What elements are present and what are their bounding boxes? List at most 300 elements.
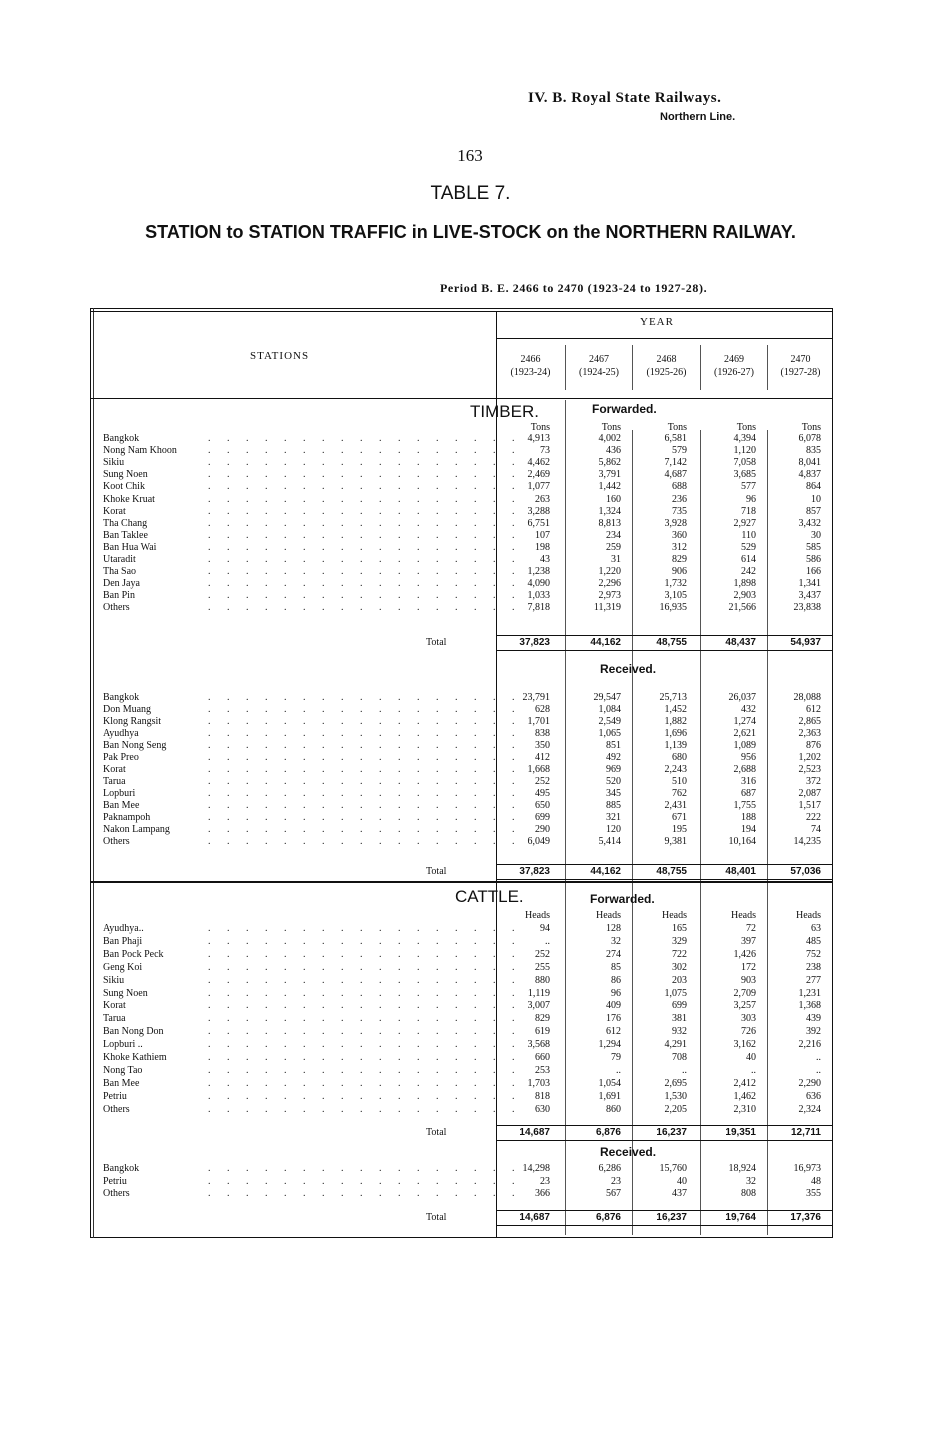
station-name: Korat	[103, 1000, 126, 1012]
cell-value: 680	[672, 752, 687, 763]
total-rule	[496, 1140, 833, 1141]
cell-value: 165	[672, 923, 687, 934]
cell-value: 6,876	[595, 1212, 621, 1223]
table-row	[103, 494, 831, 506]
cell-value: 48,755	[656, 637, 687, 648]
cell-value: 21,566	[728, 602, 756, 614]
cell-value: 762	[672, 788, 687, 799]
cell-value: 2,523	[798, 764, 821, 775]
leader-dots: . . . . . . . . . . . . . . . . .	[208, 812, 522, 823]
cell-value: 2,549	[598, 716, 621, 727]
cell-value: 40	[677, 1175, 687, 1187]
cell-value: 688	[672, 481, 687, 493]
cattle-received-heading: Received.	[600, 1145, 657, 1159]
leader-dots: . . . . . . . . . . . . . . . . .	[208, 1026, 522, 1038]
cell-value: 6,751	[527, 517, 550, 529]
total-label: Total	[426, 1127, 447, 1138]
cell-value: 3,685	[733, 469, 756, 481]
leader-dots: . . . . . . . . . . . . . . . . .	[208, 1175, 522, 1187]
cell-value: 612	[606, 1026, 621, 1038]
cell-value: 43	[540, 554, 550, 565]
cell-value: 4,462	[527, 457, 550, 469]
cell-value: 829	[672, 554, 687, 565]
cell-value: 1,452	[664, 704, 687, 715]
cell-value: 2,431	[664, 800, 687, 811]
total-rule	[496, 864, 833, 865]
cell-value: 85	[611, 961, 621, 973]
leader-dots: . . . . . . . . . . . . . . . . .	[208, 974, 522, 986]
leader-dots: . . . . . . . . . . . . . . . . .	[208, 1013, 522, 1025]
cell-value: 439	[806, 1013, 821, 1025]
cell-value: 253	[535, 1064, 550, 1076]
station-name: Petriu	[103, 1175, 127, 1187]
table-row	[103, 445, 831, 457]
station-name: Den Jaya	[103, 578, 140, 590]
station-name: Nakon Lampang	[103, 824, 170, 835]
cell-value: ..	[682, 1064, 687, 1076]
cell-value: 4,837	[798, 469, 821, 481]
cell-value: 851	[606, 740, 621, 751]
cell-value: 636	[806, 1090, 821, 1102]
period-caption: Period B. E. 2466 to 2470 (1923-24 to 1927-28).	[440, 281, 708, 295]
cell-value: 4,090	[527, 578, 550, 590]
leader-dots: . . . . . . . . . . . . . . . . .	[208, 923, 522, 934]
cell-value: 880	[535, 974, 550, 986]
table-row	[103, 962, 831, 974]
cell-value: 1,054	[598, 1077, 621, 1089]
total-rule	[496, 650, 833, 651]
cell-value: 585	[806, 541, 821, 553]
table-row	[103, 1013, 831, 1025]
frame-top-inner-rule	[90, 311, 833, 312]
leader-dots: . . . . . . . . . . . . . . . . .	[208, 590, 522, 602]
cell-value: 360	[672, 529, 687, 541]
leader-dots: . . . . . . . . . . . . . . . . .	[208, 493, 522, 505]
cell-value: 16,935	[659, 602, 687, 614]
year-header	[701, 353, 767, 379]
timber-forwarded-heading: Forwarded.	[592, 402, 657, 416]
cell-value: 2,709	[733, 987, 756, 999]
cell-value: 1,703	[527, 1077, 550, 1089]
frame-inner-border	[93, 308, 94, 1238]
cell-value: 222	[806, 812, 821, 823]
cell-value: 54,937	[790, 637, 821, 648]
cell-value: 4,002	[598, 433, 621, 444]
cell-value: 1,462	[733, 1090, 756, 1102]
table-row	[103, 590, 831, 602]
cell-value: 252	[535, 948, 550, 960]
cell-value: 876	[806, 740, 821, 751]
cell-value: ..	[751, 1064, 756, 1076]
cell-value: 3,432	[798, 517, 821, 529]
cell-value: 23,791	[522, 692, 550, 703]
year-be: 2469	[724, 354, 744, 365]
cell-value: 316	[741, 776, 756, 787]
cell-value: 8,813	[598, 517, 621, 529]
table-row	[103, 1104, 831, 1116]
table-row	[103, 716, 831, 728]
station-name: Bangkok	[103, 1163, 140, 1174]
timber-heading: TIMBER.	[470, 402, 539, 421]
cell-value: 350	[535, 740, 550, 751]
cell-value: 19,764	[725, 1212, 756, 1223]
cell-value: 7,058	[733, 457, 756, 469]
station-name: Petriu	[103, 1090, 127, 1102]
cell-value: 2,243	[664, 764, 687, 775]
cell-value: 166	[806, 566, 821, 578]
cell-value: 708	[672, 1052, 687, 1063]
cell-value: 671	[672, 812, 687, 823]
cell-value: 1,691	[598, 1090, 621, 1102]
table-row	[103, 469, 831, 481]
leader-dots: . . . . . . . . . . . . . . . . .	[208, 1188, 522, 1199]
cell-value: 2,621	[733, 728, 756, 739]
station-name: Ban Hua Wai	[103, 541, 157, 553]
cell-value: 255	[535, 961, 550, 973]
cell-value: 436	[606, 445, 621, 457]
cell-value: 73	[540, 445, 550, 457]
cell-value: 808	[741, 1188, 756, 1199]
cell-value: 4,394	[733, 433, 756, 444]
cell-value: 72	[746, 923, 756, 934]
cell-value: 614	[741, 554, 756, 565]
year-be: 2467	[589, 354, 609, 365]
cell-value: 16,237	[656, 1212, 687, 1223]
station-name: Koot Chik	[103, 481, 145, 493]
cell-value: 1,368	[798, 1000, 821, 1012]
leader-dots: . . . . . . . . . . . . . . . . .	[208, 445, 522, 457]
cell-value: 2,205	[664, 1103, 687, 1115]
cell-value: ..	[545, 935, 550, 947]
total-row	[103, 1127, 831, 1139]
cell-value: 650	[535, 800, 550, 811]
cell-value: 3,288	[527, 505, 550, 517]
leader-dots: . . . . . . . . . . . . . . . . .	[208, 948, 522, 960]
table-row	[103, 1091, 831, 1103]
cell-value: 860	[606, 1103, 621, 1115]
leader-dots: . . . . . . . . . . . . . . . . .	[208, 788, 522, 799]
cell-value: 1,755	[733, 800, 756, 811]
cell-value: 2,363	[798, 728, 821, 739]
cell-value: 432	[741, 704, 756, 715]
cell-value: 699	[535, 812, 550, 823]
cell-value: 1,084	[598, 704, 621, 715]
leader-dots: . . . . . . . . . . . . . . . . .	[208, 1000, 522, 1012]
cell-value: 1,139	[664, 740, 687, 751]
cell-value: 57,036	[790, 866, 821, 877]
cell-value: 18,924	[728, 1163, 756, 1174]
table-title: STATION to STATION TRAFFIC in LIVE-STOCK on the NORTHERN RAILWAY.	[145, 222, 796, 242]
total-rule	[496, 1225, 833, 1226]
station-name: Others	[103, 836, 130, 847]
table-row	[103, 542, 831, 554]
table-row	[103, 988, 831, 1000]
leader-dots: . . . . . . . . . . . . . . . . .	[208, 1077, 522, 1089]
station-name: Ban Pock Peck	[103, 948, 164, 960]
table-row	[103, 1000, 831, 1012]
year-ad: (1925-26)	[646, 367, 687, 378]
year-ad: (1923-24)	[510, 367, 551, 378]
table-row	[103, 704, 831, 716]
station-name: Sung Noen	[103, 469, 148, 481]
station-name: Don Muang	[103, 704, 152, 715]
leader-dots: . . . . . . . . . . . . . . . . .	[208, 776, 522, 787]
cattle-heading: CATTLE.	[455, 887, 524, 906]
cell-value: 16,973	[793, 1163, 821, 1174]
cell-value: 818	[535, 1090, 550, 1102]
cell-value: 345	[606, 788, 621, 799]
table-row	[103, 975, 831, 987]
table-row	[103, 776, 831, 788]
cell-value: 37,823	[519, 637, 550, 648]
station-name: Ayudhya	[103, 728, 139, 739]
station-name: Utaradit	[103, 554, 136, 565]
cell-value: 722	[672, 948, 687, 960]
cell-value: 1,426	[733, 948, 756, 960]
cell-value: 1,075	[664, 987, 687, 999]
leader-dots: . . . . . . . . . . . . . . . . .	[208, 578, 522, 590]
cell-value: 40	[746, 1052, 756, 1063]
table-row	[103, 433, 831, 445]
table-row	[103, 1163, 831, 1175]
station-name: Others	[103, 1188, 130, 1199]
cell-value: 1,701	[527, 716, 550, 727]
cell-value: 1,530	[664, 1090, 687, 1102]
station-name: Ban Taklee	[103, 529, 148, 541]
table-label: TABLE 7.	[430, 183, 511, 204]
cell-value: 2,695	[664, 1077, 687, 1089]
station-name: Tarua	[103, 1013, 126, 1025]
cell-value: 234	[606, 529, 621, 541]
leader-dots: . . . . . . . . . . . . . . . . .	[208, 961, 522, 973]
station-name: Korat	[103, 505, 126, 517]
cell-value: 48,755	[656, 866, 687, 877]
cell-value: 1,442	[598, 481, 621, 493]
header-bottom-rule	[90, 398, 833, 399]
station-name: Tha Sao	[103, 566, 137, 578]
cell-value: Tons	[601, 422, 621, 433]
cell-value: 321	[606, 812, 621, 823]
leader-dots: . . . . . . . . . . . . . . . . .	[208, 987, 522, 999]
station-name: Klong Rangsit	[103, 716, 162, 727]
cell-value: 510	[672, 776, 687, 787]
cell-value: 15,760	[659, 1163, 687, 1174]
cell-value: 577	[741, 481, 756, 493]
total-rule	[496, 1210, 833, 1211]
cell-value: 194	[741, 824, 756, 835]
year-header	[768, 353, 833, 379]
cell-value: 903	[741, 974, 756, 986]
leader-dots: . . . . . . . . . . . . . . . . .	[208, 704, 522, 715]
cell-value: 188	[741, 812, 756, 823]
leader-dots: . . . . . . . . . . . . . . . . .	[208, 1064, 522, 1076]
table-row	[103, 1188, 831, 1200]
cell-value: 1,517	[798, 800, 821, 811]
cell-value: 14,687	[519, 1212, 550, 1223]
cell-value: 366	[535, 1188, 550, 1199]
cell-value: Heads	[796, 910, 821, 921]
cell-value: ..	[616, 1064, 621, 1076]
cell-value: Heads	[662, 910, 687, 921]
cell-value: 48,437	[725, 637, 756, 648]
cell-value: 172	[741, 961, 756, 973]
cell-value: 885	[606, 800, 621, 811]
table-row	[103, 764, 831, 776]
cell-value: 1,324	[598, 505, 621, 517]
table-row	[103, 1078, 831, 1090]
leader-dots: . . . . . . . . . . . . . . . . .	[208, 935, 522, 947]
cell-value: 355	[806, 1188, 821, 1199]
cell-value: 203	[672, 974, 687, 986]
cell-value: 176	[606, 1013, 621, 1025]
year-be: 2470	[790, 354, 811, 365]
cell-value: 1,732	[664, 578, 687, 590]
cell-value: 74	[811, 824, 821, 835]
cell-value: 31	[611, 554, 621, 565]
cell-value: 236	[672, 493, 687, 505]
cell-value: Tons	[736, 422, 756, 433]
cell-value: 838	[535, 728, 550, 739]
table-row	[103, 788, 831, 800]
total-rule	[496, 1125, 833, 1126]
cell-value: 48,401	[725, 866, 756, 877]
station-name: Geng Koi	[103, 961, 143, 973]
leader-dots: . . . . . . . . . . . . . . . . .	[208, 602, 522, 614]
cell-value: 30	[811, 529, 821, 541]
cell-value: 6,876	[595, 1127, 621, 1138]
cell-value: 9,381	[664, 836, 687, 847]
cell-value: 3,007	[527, 1000, 550, 1012]
station-name: Nong Nam Khoon	[103, 445, 177, 457]
cell-value: Tons	[667, 422, 687, 433]
table-row	[103, 1065, 831, 1077]
cell-value: 1,341	[798, 578, 821, 590]
table-row	[103, 602, 831, 614]
leader-dots: . . . . . . . . . . . . . . . . .	[208, 716, 522, 727]
table-row	[103, 518, 831, 530]
table-row	[103, 566, 831, 578]
year-header-rule	[496, 338, 833, 339]
leader-dots: . . . . . . . . . . . . . . . . .	[208, 836, 522, 847]
station-name: Paknampoh	[103, 812, 151, 823]
station-name: Pak Preo	[103, 752, 139, 763]
cell-value: 2,310	[733, 1103, 756, 1115]
cell-value: 4,913	[527, 433, 550, 444]
cell-value: 579	[672, 445, 687, 457]
leader-dots: . . . . . . . . . . . . . . . . .	[208, 1052, 522, 1063]
cell-value: 409	[606, 1000, 621, 1012]
cell-value: 3,437	[798, 590, 821, 602]
cell-value: 44,162	[590, 866, 621, 877]
cell-value: 699	[672, 1000, 687, 1012]
station-name: Sikiu	[103, 974, 125, 986]
cell-value: 329	[672, 935, 687, 947]
stations-label: STATIONS	[250, 350, 310, 362]
cell-value: 1,898	[733, 578, 756, 590]
leader-dots: . . . . . . . . . . . . . . . . .	[208, 728, 522, 739]
cell-value: 1,119	[527, 987, 550, 999]
cell-value: 2,324	[798, 1103, 821, 1115]
cell-value: 3,257	[733, 1000, 756, 1012]
leader-dots: . . . . . . . . . . . . . . . . .	[208, 481, 522, 493]
cell-value: 735	[672, 505, 687, 517]
leader-dots: . . . . . . . . . . . . . . . . .	[208, 457, 522, 469]
cell-value: 1,668	[527, 764, 550, 775]
station-name: Korat	[103, 764, 126, 775]
cell-value: 5,862	[598, 457, 621, 469]
cell-value: 8,041	[798, 457, 821, 469]
cell-value: 864	[806, 481, 821, 493]
station-name: Khoke Kruat	[103, 493, 155, 505]
leader-dots: . . . . . . . . . . . . . . . . .	[208, 800, 522, 811]
year-ad: (1926-27)	[714, 367, 754, 378]
cell-value: 160	[606, 493, 621, 505]
cell-value: 17,376	[790, 1212, 821, 1223]
cell-value: 529	[741, 541, 756, 553]
cell-value: 44,162	[590, 637, 621, 648]
cell-value: 2,688	[733, 764, 756, 775]
cell-value: 397	[741, 935, 756, 947]
cell-value: 2,927	[733, 517, 756, 529]
cell-value: 79	[611, 1052, 621, 1063]
cell-value: 628	[535, 704, 550, 715]
table-row	[103, 936, 831, 948]
table-row	[103, 1026, 831, 1038]
cell-value: 4,291	[664, 1039, 687, 1051]
leader-dots: . . . . . . . . . . . . . . . . .	[208, 554, 522, 565]
cell-value: Tons	[530, 422, 550, 433]
cell-value: 495	[535, 788, 550, 799]
units-row	[103, 910, 831, 922]
cattle-forwarded-heading: Forwarded.	[590, 892, 655, 906]
cell-value: 3,568	[527, 1039, 550, 1051]
station-name: Ban Pin	[103, 590, 135, 602]
year-header	[566, 353, 632, 379]
cell-value: 2,903	[733, 590, 756, 602]
total-label: Total	[426, 1212, 447, 1223]
cell-value: 302	[672, 961, 687, 973]
table-row	[103, 1176, 831, 1188]
leader-dots: . . . . . . . . . . . . . . . . .	[208, 1163, 522, 1174]
cell-value: 2,973	[598, 590, 621, 602]
cell-value: 3,928	[664, 517, 687, 529]
year-be: 2466	[520, 354, 541, 365]
cell-value: 932	[672, 1026, 687, 1038]
cell-value: 6,581	[664, 433, 687, 444]
cell-value: 3,105	[664, 590, 687, 602]
cell-value: 1,202	[798, 752, 821, 763]
station-name: Bangkok	[103, 433, 140, 444]
page-number: 163	[457, 146, 483, 165]
station-name: Lopburi	[103, 788, 136, 799]
cell-value: 23,838	[793, 602, 821, 614]
cell-value: 567	[606, 1188, 621, 1199]
table-row	[103, 752, 831, 764]
total-row	[103, 866, 831, 878]
total-label: Total	[426, 637, 447, 648]
line-subheading: Northern Line.	[660, 111, 736, 123]
cell-value: 718	[741, 505, 756, 517]
cell-value: 312	[672, 541, 687, 553]
station-name: Sikiu	[103, 457, 125, 469]
cell-value: 906	[672, 566, 687, 578]
cell-value: 37,823	[519, 866, 550, 877]
table-row	[103, 481, 831, 493]
cell-value: 252	[535, 776, 550, 787]
table-row	[103, 800, 831, 812]
timber-received-heading: Received.	[600, 662, 657, 676]
table-row	[103, 554, 831, 566]
